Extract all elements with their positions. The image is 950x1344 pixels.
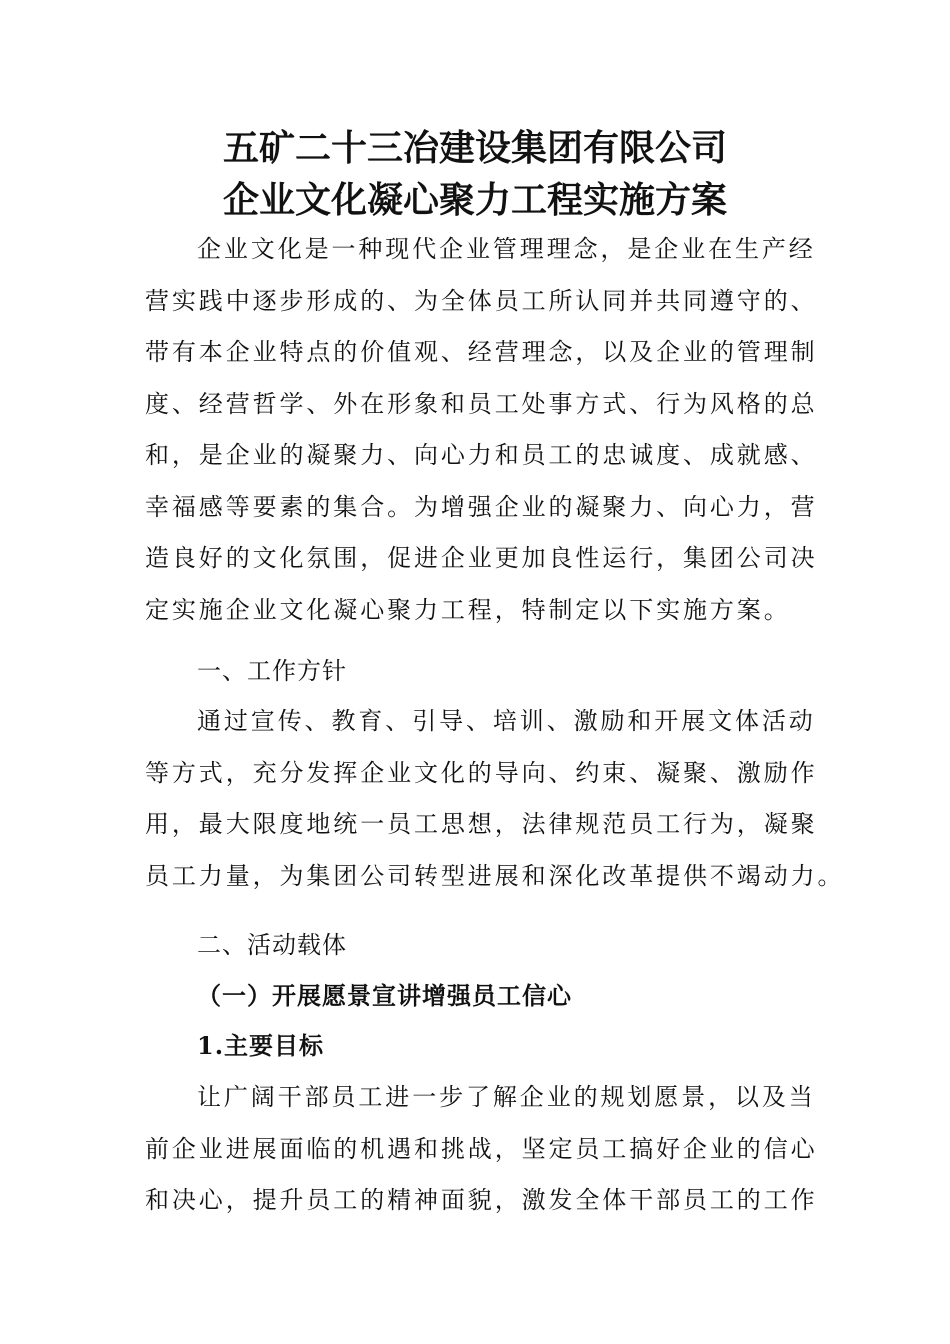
paragraph-line: 定实施企业文化凝心聚力工程，特制定以下实施方案。 <box>145 595 791 624</box>
paragraph-line: 让广阔干部员工进一步了解企业的规划愿景，以及当 <box>197 1083 816 1111</box>
paragraph-line: 通过宣传、教育、引导、培训、激励和开展文体活动 <box>197 707 816 735</box>
main-goal-paragraph <box>145 1072 818 1227</box>
paragraph-line: 幸福感等要素的集合。为增强企业的凝聚力、向心力，营 <box>145 492 818 521</box>
paragraph-line: 企业文化是一种现代企业管理理念，是企业在生产经 <box>197 235 816 263</box>
paragraph-line: 度、经营哲学、外在形象和员工处事方式、行为风格的总 <box>145 389 818 418</box>
document-title-line-2: 企业文化凝心聚力工程实施方案 <box>222 179 727 221</box>
paragraph-line: 用，最大限度地统一员工思想，法律规范员工行为，凝聚 <box>145 810 818 838</box>
paragraph-line: 带有本企业特点的价值观、经营理念，以及企业的管理制 <box>145 338 818 366</box>
work-policy-paragraph <box>145 696 845 902</box>
paragraph-line: 营实践中逐步形成的、为全体员工所认同并共同遵守的、 <box>145 286 818 315</box>
paragraph-line: 和决心，提升员工的精神面貌，激发全体干部员工的工作 <box>145 1186 818 1214</box>
intro-paragraph <box>145 224 818 636</box>
paragraph-line: 和，是企业的凝聚力、向心力和员工的忠诚度、成就感、 <box>145 441 818 469</box>
section-heading-work-policy: 一、工作方针 <box>197 657 347 685</box>
document-title-line-1: 五矿二十三冶建设集团有限公司 <box>222 127 727 169</box>
section-heading-activity-carriers: 二、活动载体 <box>197 931 347 959</box>
subsection-heading-vision-talks: （一）开展愿景宣讲增强员工信心 <box>197 981 572 1010</box>
item-heading-main-goal: 1.主要目标 <box>197 1031 325 1060</box>
paragraph-line: 前企业进展面临的机遇和挑战，坚定员工搞好企业的信心 <box>145 1134 818 1163</box>
paragraph-line: 员工力量，为集团公司转型进展和深化改革提供不竭动力。 <box>145 861 845 890</box>
paragraph-line: 等方式，充分发挥企业文化的导向、约束、凝聚、激励作 <box>145 758 818 787</box>
paragraph-line: 造良好的文化氛围，促进企业更加良性运行，集团公司决 <box>145 544 818 572</box>
